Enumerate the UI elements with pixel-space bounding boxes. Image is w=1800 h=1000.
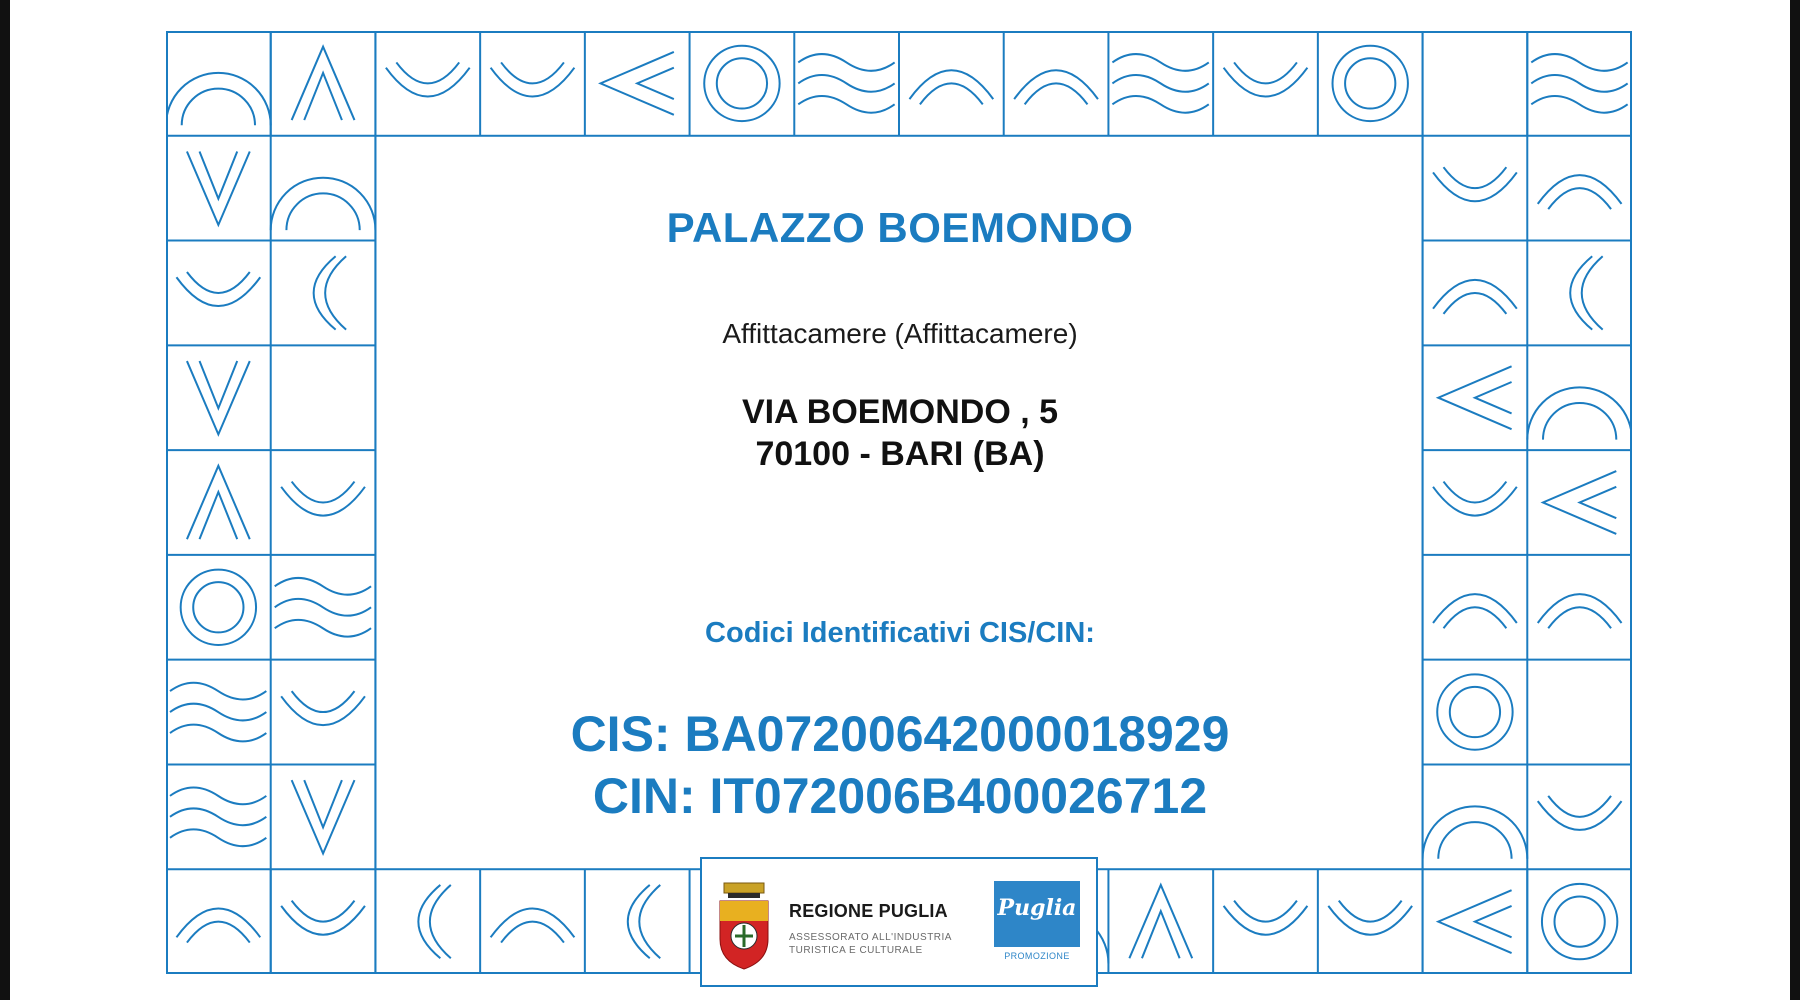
property-address (0, 391, 1800, 475)
property-type: Affittacamere (Affittacamere) (722, 318, 1078, 349)
decorative-pattern-icon (166, 31, 1632, 974)
region-subtitle-line: TURISTICA E CULTURALE (789, 945, 923, 956)
right-edge (1790, 0, 1800, 1000)
left-edge (0, 0, 10, 1000)
crest-icon (716, 881, 772, 971)
cin-code: CIN: IT072006B400026712 (592, 768, 1208, 824)
cis-code: CIS: BA07200642000018929 (570, 706, 1230, 762)
puglia-logo-text: Puglia (997, 895, 1077, 921)
address-city: 70100 - BARI (BA) (755, 435, 1045, 473)
puglia-logo-subtext: PROMOZIONE (1004, 951, 1070, 961)
identification-codes (0, 703, 1800, 827)
region-subtitle-line: ASSESSORATO ALL'INDUSTRIA (789, 932, 952, 943)
property-name: PALAZZO BOEMONDO (666, 204, 1134, 251)
codes-heading: Codici Identificativi CIS/CIN: (705, 617, 1095, 649)
address-street: VIA BOEMONDO , 5 (741, 393, 1059, 431)
puglia-logo-icon (994, 881, 1082, 969)
footer-logos (700, 857, 1098, 987)
region-name: REGIONE PUGLIA (789, 901, 948, 921)
decorative-border (166, 31, 1632, 974)
region-subtitle (789, 931, 959, 957)
